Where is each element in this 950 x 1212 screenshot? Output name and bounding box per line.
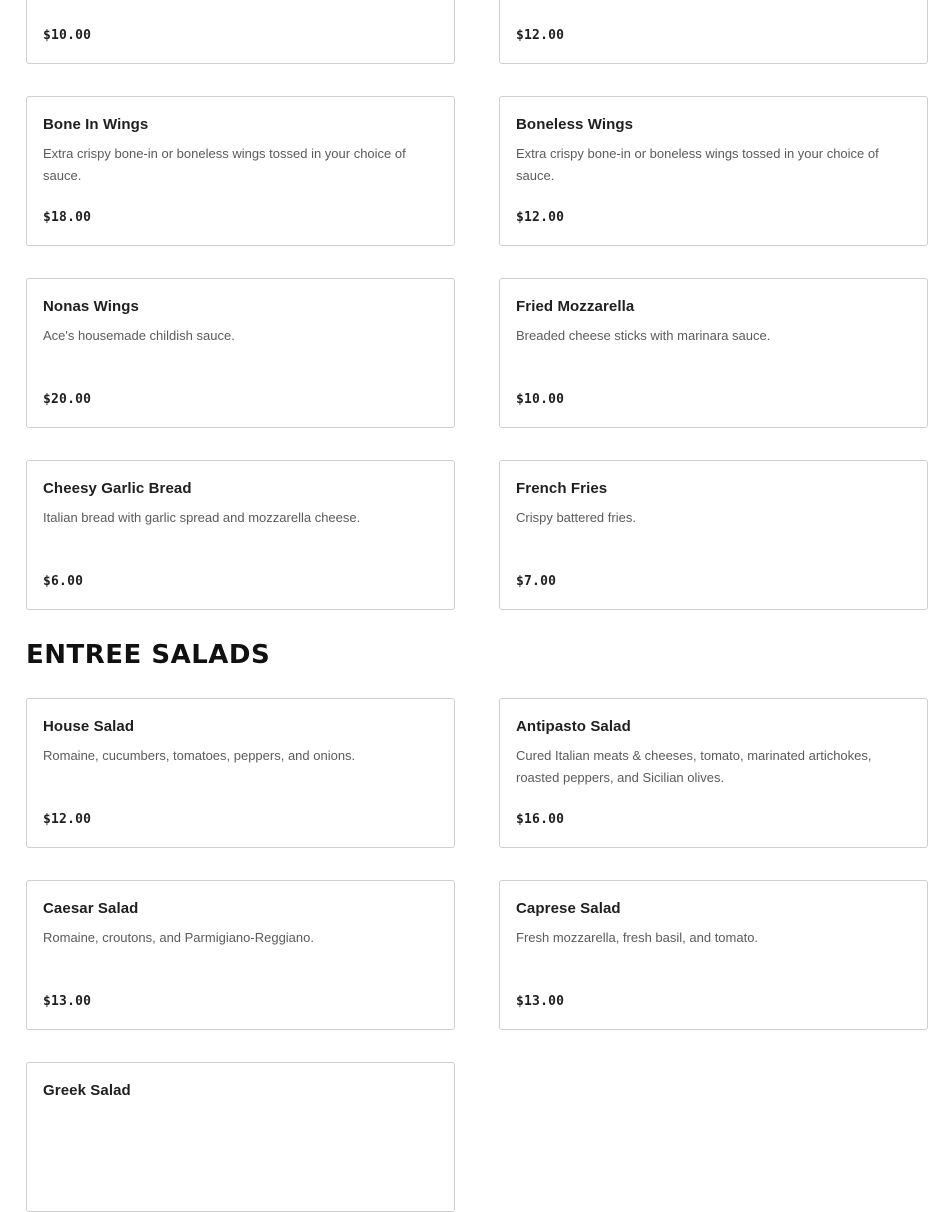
menu-item-description: Romaine, cucumbers, tomatoes, peppers, and onions. xyxy=(43,748,356,763)
menu-item-name: Cheesy Garlic Bread xyxy=(43,480,192,497)
menu-item-card[interactable] xyxy=(26,0,455,64)
menu-item-card[interactable] xyxy=(499,698,928,848)
menu-item-card[interactable] xyxy=(499,880,928,1030)
menu-item-description: Breaded cheese sticks with marinara sauce. xyxy=(516,328,771,343)
menu-item-card[interactable] xyxy=(26,278,455,428)
menu-item-description: Crispy battered fries. xyxy=(516,510,636,525)
menu-item-name: Caprese Salad xyxy=(516,900,621,917)
menu-item-card[interactable] xyxy=(26,1062,455,1212)
menu-item-price: $7.00 xyxy=(516,574,557,589)
menu-item-price: $6.00 xyxy=(43,574,84,589)
menu-item-description: Italian bread with garlic spread and mozzarella cheese. xyxy=(43,510,361,525)
menu-item-name: Antipasto Salad xyxy=(516,718,631,735)
menu-item-name: Caesar Salad xyxy=(43,900,139,917)
menu-item-name: Fried Mozzarella xyxy=(516,298,635,315)
menu-item-price: $13.00 xyxy=(43,994,92,1009)
menu-item-price: $16.00 xyxy=(516,812,565,827)
menu-item-name: Greek Salad xyxy=(43,1082,131,1099)
menu-item-price: $12.00 xyxy=(516,28,565,43)
menu-item-price: $13.00 xyxy=(516,994,565,1009)
menu-item-price: $12.00 xyxy=(43,812,92,827)
menu-item-card[interactable] xyxy=(26,460,455,610)
menu-item-name: Nonas Wings xyxy=(43,298,139,315)
menu-item-price: $10.00 xyxy=(43,28,92,43)
menu-item-name xyxy=(43,0,175,3)
menu-item-card[interactable] xyxy=(26,698,455,848)
menu-item-card[interactable] xyxy=(499,460,928,610)
menu-item-name: Boneless Wings xyxy=(516,116,634,133)
menu-item-description: Extra crispy bone-in or boneless wings tossed in your choice of sauce. xyxy=(516,146,879,183)
menu-item-description: Extra crispy bone-in or boneless wings tossed in your choice of sauce. xyxy=(43,146,406,183)
menu-item-name: French Fries xyxy=(516,480,608,497)
menu-item-price: $18.00 xyxy=(43,210,92,225)
menu-item-name: Bone In Wings xyxy=(43,116,149,133)
menu-item-price: $20.00 xyxy=(43,392,92,407)
menu-item-card[interactable] xyxy=(499,278,928,428)
menu-item-price: $12.00 xyxy=(516,210,565,225)
section-heading-entree-salads: ENTREE SALADS xyxy=(26,640,271,670)
menu-item-description: Cured Italian meats & cheeses, tomato, marinated artichokes, roasted peppers, and Sicilian olives. xyxy=(516,748,872,785)
menu-item-description: Ace's housemade childish sauce. xyxy=(43,328,235,343)
menu-item-description: Fresh mozzarella, fresh basil, and tomato. xyxy=(516,930,759,945)
menu-item-card[interactable] xyxy=(499,96,928,246)
menu-item-name: House Salad xyxy=(43,718,135,735)
menu-item-price: $10.00 xyxy=(516,392,565,407)
menu-item-card[interactable] xyxy=(26,880,455,1030)
menu-item-description: Romaine, croutons, and Parmigiano-Reggiano. xyxy=(43,930,314,945)
menu-item-card[interactable] xyxy=(26,96,455,246)
menu-item-card[interactable] xyxy=(499,0,928,64)
